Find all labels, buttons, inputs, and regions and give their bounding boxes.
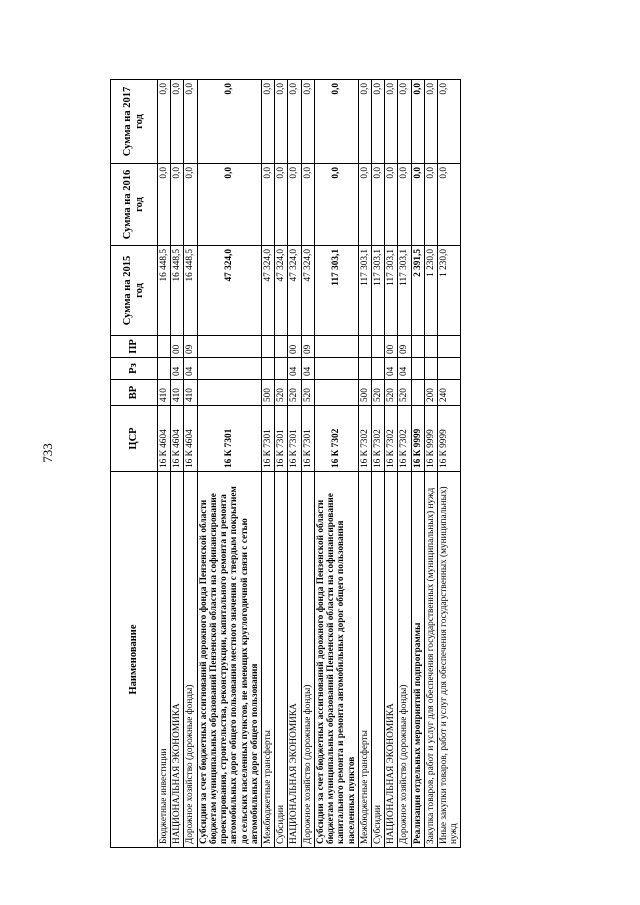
cell-sum-2016: 0,0 (288, 164, 301, 246)
cell-vr: 520 (275, 380, 288, 406)
table-row (398, 80, 411, 848)
cell-csr: 16 К 7301 (301, 406, 314, 472)
cell-csr: 16 К 7302 (371, 406, 384, 472)
cell-sum-2015: 117 303,1 (314, 246, 358, 336)
cell-sum-2016: 0,0 (275, 164, 288, 246)
cell-csr: 16 К 7301 (197, 406, 261, 472)
table-row (371, 80, 384, 848)
col-header-sum-2016: Сумма на 2016 год (111, 164, 158, 246)
cell-rz (424, 358, 437, 380)
cell-sum-2016: 0,0 (261, 164, 274, 246)
cell-pr: 00 (385, 336, 398, 358)
budget-table (110, 79, 461, 848)
cell-name: Дорожное хозяйство (дорожные фонды) (184, 472, 197, 848)
cell-name: Субсидии за счет бюджетных ассигнований дорожного фонда Пензенской области бюджетам муниципальных образований Пензенской области на софинансирование проектирования, строительства, реконструкции, капитального ремонта и ремонта автомобильных дорог общего пользования местного значения с твердым покрытием до сельских населенных пунктов, не имеющих круглогодичной связи с сетью автомобильных дорог общего пользования (197, 472, 261, 848)
col-header-rz: Рз (111, 358, 158, 380)
cell-sum-2016: 0,0 (358, 164, 371, 246)
cell-csr: 16 К 9999 (424, 406, 437, 472)
cell-pr (158, 336, 171, 358)
cell-name: НАЦИОНАЛЬНАЯ ЭКОНОМИКА (385, 472, 398, 848)
cell-sum-2017: 0,0 (171, 80, 184, 164)
cell-sum-2016: 0,0 (184, 164, 197, 246)
cell-rz (358, 358, 371, 380)
col-header-pr: ПР (111, 336, 158, 358)
cell-rz: 04 (184, 358, 197, 380)
cell-sum-2015: 117 303,1 (358, 246, 371, 336)
table-row (261, 80, 274, 848)
cell-pr: 00 (171, 336, 184, 358)
cell-pr (275, 336, 288, 358)
cell-sum-2016: 0,0 (398, 164, 411, 246)
cell-pr: 09 (184, 336, 197, 358)
cell-sum-2015: 1 230,0 (438, 246, 461, 336)
cell-rz (261, 358, 274, 380)
col-header-name: Наименование (111, 472, 158, 848)
cell-csr: 16 К 7302 (358, 406, 371, 472)
cell-sum-2015: 2 391,5 (411, 246, 424, 336)
cell-name: Бюджетные инвестиции (158, 472, 171, 848)
table-row (424, 80, 437, 848)
cell-csr: 16 К 7301 (261, 406, 274, 472)
cell-rz: 04 (288, 358, 301, 380)
cell-rz (438, 358, 461, 380)
cell-sum-2017: 0,0 (371, 80, 384, 164)
cell-pr: 09 (398, 336, 411, 358)
cell-name: Субсидии за счет бюджетных ассигнований дорожного фонда Пензенской области бюджетам муниципальных образований Пензенской области на софинансирование капитального ремонта и ремонта автомобильных дорог общего пользования населенных пунктов (314, 472, 358, 848)
cell-rz: 04 (385, 358, 398, 380)
cell-name: Субсидии (275, 472, 288, 848)
cell-sum-2016: 0,0 (385, 164, 398, 246)
table-row (411, 80, 424, 848)
cell-vr: 240 (438, 380, 461, 406)
cell-name: Субсидии (371, 472, 384, 848)
table-row (184, 80, 197, 848)
rotated-page (110, 80, 600, 848)
cell-sum-2015: 47 324,0 (261, 246, 274, 336)
cell-sum-2016: 0,0 (197, 164, 261, 246)
cell-sum-2015: 47 324,0 (301, 246, 314, 336)
cell-vr: 500 (261, 380, 274, 406)
cell-rz (371, 358, 384, 380)
cell-sum-2015: 47 324,0 (275, 246, 288, 336)
cell-vr: 520 (301, 380, 314, 406)
cell-rz: 04 (171, 358, 184, 380)
cell-sum-2015: 16 448,5 (158, 246, 171, 336)
cell-name: Межбюджетные трансферты (358, 472, 371, 848)
cell-vr (314, 380, 358, 406)
cell-sum-2016: 0,0 (171, 164, 184, 246)
cell-pr (371, 336, 384, 358)
cell-vr: 520 (371, 380, 384, 406)
cell-sum-2017: 0,0 (385, 80, 398, 164)
cell-name: НАЦИОНАЛЬНАЯ ЭКОНОМИКА (288, 472, 301, 848)
cell-name: Межбюджетные трансферты (261, 472, 274, 848)
cell-sum-2016: 0,0 (438, 164, 461, 246)
cell-sum-2015: 117 303,1 (371, 246, 384, 336)
cell-sum-2017: 0,0 (358, 80, 371, 164)
table-body (158, 80, 461, 848)
cell-vr: 520 (385, 380, 398, 406)
cell-name: НАЦИОНАЛЬНАЯ ЭКОНОМИКА (171, 472, 184, 848)
cell-sum-2015: 16 448,5 (171, 246, 184, 336)
page-number: 733 (40, 443, 55, 463)
table-row (358, 80, 371, 848)
cell-csr: 16 К 7302 (385, 406, 398, 472)
cell-vr: 520 (288, 380, 301, 406)
cell-pr: 00 (288, 336, 301, 358)
cell-sum-2015: 47 324,0 (197, 246, 261, 336)
cell-vr (197, 380, 261, 406)
cell-csr: 16 К 4604 (184, 406, 197, 472)
cell-sum-2017: 0,0 (275, 80, 288, 164)
cell-csr: 16 К 4604 (171, 406, 184, 472)
cell-sum-2016: 0,0 (301, 164, 314, 246)
cell-csr: 16 К 7302 (398, 406, 411, 472)
cell-pr: 09 (301, 336, 314, 358)
cell-sum-2017: 0,0 (197, 80, 261, 164)
cell-vr (411, 380, 424, 406)
cell-rz (411, 358, 424, 380)
cell-sum-2016: 0,0 (411, 164, 424, 246)
cell-name: Дорожное хозяйство (дорожные фонды) (398, 472, 411, 848)
cell-sum-2016: 0,0 (424, 164, 437, 246)
cell-csr: 16 К 9999 (411, 406, 424, 472)
cell-sum-2017: 0,0 (424, 80, 437, 164)
cell-sum-2015: 47 324,0 (288, 246, 301, 336)
table-row (171, 80, 184, 848)
table-row (197, 80, 261, 848)
cell-pr (358, 336, 371, 358)
cell-sum-2017: 0,0 (158, 80, 171, 164)
table-row (288, 80, 301, 848)
cell-vr: 200 (424, 380, 437, 406)
cell-pr (411, 336, 424, 358)
cell-pr (438, 336, 461, 358)
cell-rz (275, 358, 288, 380)
table-header-row (111, 80, 158, 848)
cell-rz: 04 (398, 358, 411, 380)
cell-sum-2015: 117 303,1 (385, 246, 398, 336)
cell-sum-2017: 0,0 (261, 80, 274, 164)
cell-rz (158, 358, 171, 380)
col-header-sum-2017: Сумма на 2017 год (111, 80, 158, 164)
cell-sum-2017: 0,0 (288, 80, 301, 164)
cell-sum-2017: 0,0 (411, 80, 424, 164)
cell-csr: 16 К 9999 (438, 406, 461, 472)
cell-sum-2017: 0,0 (184, 80, 197, 164)
table-row (438, 80, 461, 848)
cell-vr: 520 (398, 380, 411, 406)
cell-sum-2017: 0,0 (301, 80, 314, 164)
cell-csr: 16 К 7301 (288, 406, 301, 472)
cell-rz (197, 358, 261, 380)
cell-rz: 04 (301, 358, 314, 380)
table-row (275, 80, 288, 848)
cell-vr: 410 (184, 380, 197, 406)
cell-sum-2015: 16 448,5 (184, 246, 197, 336)
cell-vr: 410 (171, 380, 184, 406)
cell-sum-2016: 0,0 (158, 164, 171, 246)
cell-sum-2016: 0,0 (314, 164, 358, 246)
cell-name: Дорожное хозяйство (дорожные фонды) (301, 472, 314, 848)
col-header-sum-2015: Сумма на 2015 год (111, 246, 158, 336)
cell-sum-2015: 1 230,0 (424, 246, 437, 336)
cell-vr: 500 (358, 380, 371, 406)
cell-csr: 16 К 7301 (275, 406, 288, 472)
cell-sum-2017: 0,0 (438, 80, 461, 164)
cell-pr (197, 336, 261, 358)
table-row (301, 80, 314, 848)
cell-sum-2016: 0,0 (371, 164, 384, 246)
cell-name: Иные закупки товаров, работ и услуг для обеспечения государственных (муниципальных) нужд (438, 472, 461, 848)
cell-csr: 16 К 7302 (314, 406, 358, 472)
cell-pr (424, 336, 437, 358)
cell-sum-2017: 0,0 (398, 80, 411, 164)
col-header-vr: ВР (111, 380, 158, 406)
cell-name: Закупка товаров, работ и услуг для обеспечения государственных (муниципальных) нужд (424, 472, 437, 848)
cell-rz (314, 358, 358, 380)
col-header-csr: ЦСР (111, 406, 158, 472)
cell-pr (261, 336, 274, 358)
cell-csr: 16 К 4604 (158, 406, 171, 472)
table-row (158, 80, 171, 848)
cell-sum-2015: 117 303,1 (398, 246, 411, 336)
cell-name: Реализация отдельных мероприятий подпрограммы (411, 472, 424, 848)
table-row (314, 80, 358, 848)
table-row (385, 80, 398, 848)
cell-vr: 410 (158, 380, 171, 406)
cell-pr (314, 336, 358, 358)
cell-sum-2017: 0,0 (314, 80, 358, 164)
